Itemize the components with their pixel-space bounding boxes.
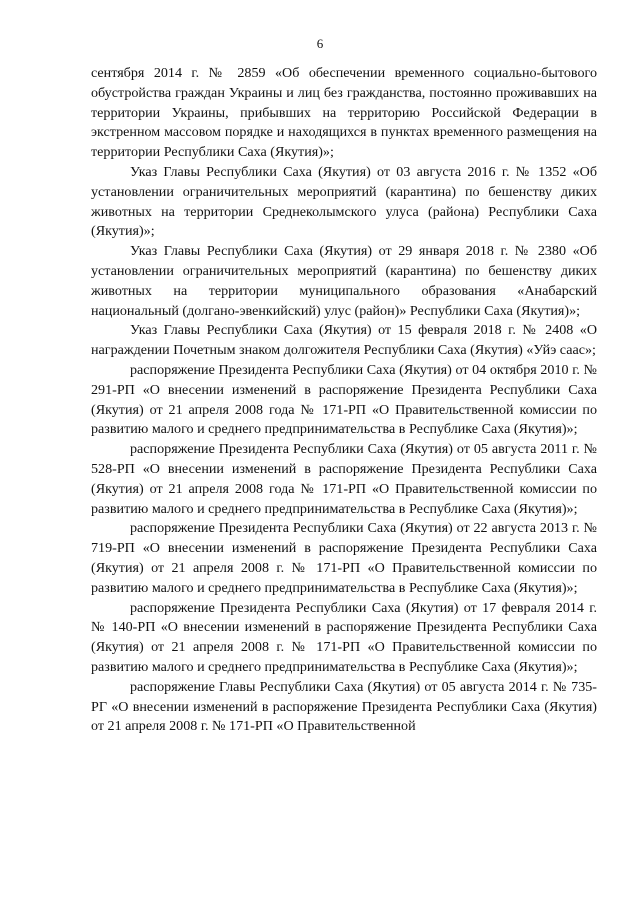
paragraph-order-735-rg: распоряжение Главы Республики Саха (Якутия) от 05 августа 2014 г. № 735-РГ «О внесении изменений в распоряжение Президента Республики Саха (Якутия) от 21 апреля 2008 г. № 171-РП «О Правительственной	[91, 678, 597, 735]
paragraph-order-291-rp: распоряжение Президента Республики Саха (Якутия) от 04 октября 2010 г. № 291-РП «О внесении изменений в распоряжение Президента Республики Саха (Якутия) от 21 апреля 2008 года № 171-РП «О Правительственной комиссии по развитию малого и среднего предпринимательства в Республике Саха (Якутия)»;	[91, 361, 597, 438]
paragraph-order-140-rp: распоряжение Президента Республики Саха (Якутия) от 17 февраля 2014 г. № 140-РП «О внесении изменений в распоряжение Президента Республики Саха (Якутия) от 21 апреля 2008 г. № 171-РП «О Правительственной комиссии по развитию малого и среднего предпринимательства в Республике Саха (Якутия)»;	[91, 599, 597, 675]
paragraph-order-528-rp: распоряжение Президента Республики Саха (Якутия) от 05 августа 2011 г. № 528-РП «О внесении изменений в распоряжение Президента Республики Саха (Якутия) от 21 апреля 2008 года № 171-РП «О Правительственной комиссии по развитию малого и среднего предпринимательства в Республике Саха (Якутия)»;	[91, 441, 597, 517]
paragraph-order-719-rp: распоряжение Президента Республики Саха (Якутия) от 22 августа 2013 г. № 719-РП «О внесении изменений в распоряжение Президента Республики Саха (Якутия) от 21 апреля 2008 г. № 171-РП «О Правительственной комиссии по развитию малого и среднего предпринимательства в Республике Саха (Якутия)»;	[91, 520, 597, 596]
paragraph-decree-2380: Указ Главы Республики Саха (Якутия) от 29 января 2018 г. № 2380 «Об установлении ограничительных мероприятий (карантина) по бешенству диких животных на территории муниципального образования «Анабарский национальный (долгано-эвенкийский) улус (район)» Республики Саха (Якутия)»;	[91, 243, 597, 319]
paragraph-decree-1352: Указ Главы Республики Саха (Якутия) от 03 августа 2016 г. № 1352 «Об установлении ограничительных мероприятий (карантина) по бешенству диких животных на территории Среднеколымского улуса (района) Республики Саха (Якутия)»;	[91, 163, 597, 240]
page-number: 6	[316, 36, 324, 51]
paragraph-continuation-decree-2859: сентября 2014 г. № 2859 «Об обеспечении временного социально-бытового обустройства граждан Украины и лиц без гражданства, постоянно проживавших на территории Украины, прибывших на территорию Российской Федерации в экстренном массовом порядке и находящихся в пунктах временного размещения на территории Республики Саха (Якутия)»;	[91, 65, 597, 161]
document-body	[91, 64, 597, 737]
paragraph-decree-2408: Указ Главы Республики Саха (Якутия) от 15 февраля 2018 г. № 2408 «О награждении Почетным знаком долгожителя Республики Саха (Якутия) «Уйэ саас»;	[91, 322, 597, 359]
